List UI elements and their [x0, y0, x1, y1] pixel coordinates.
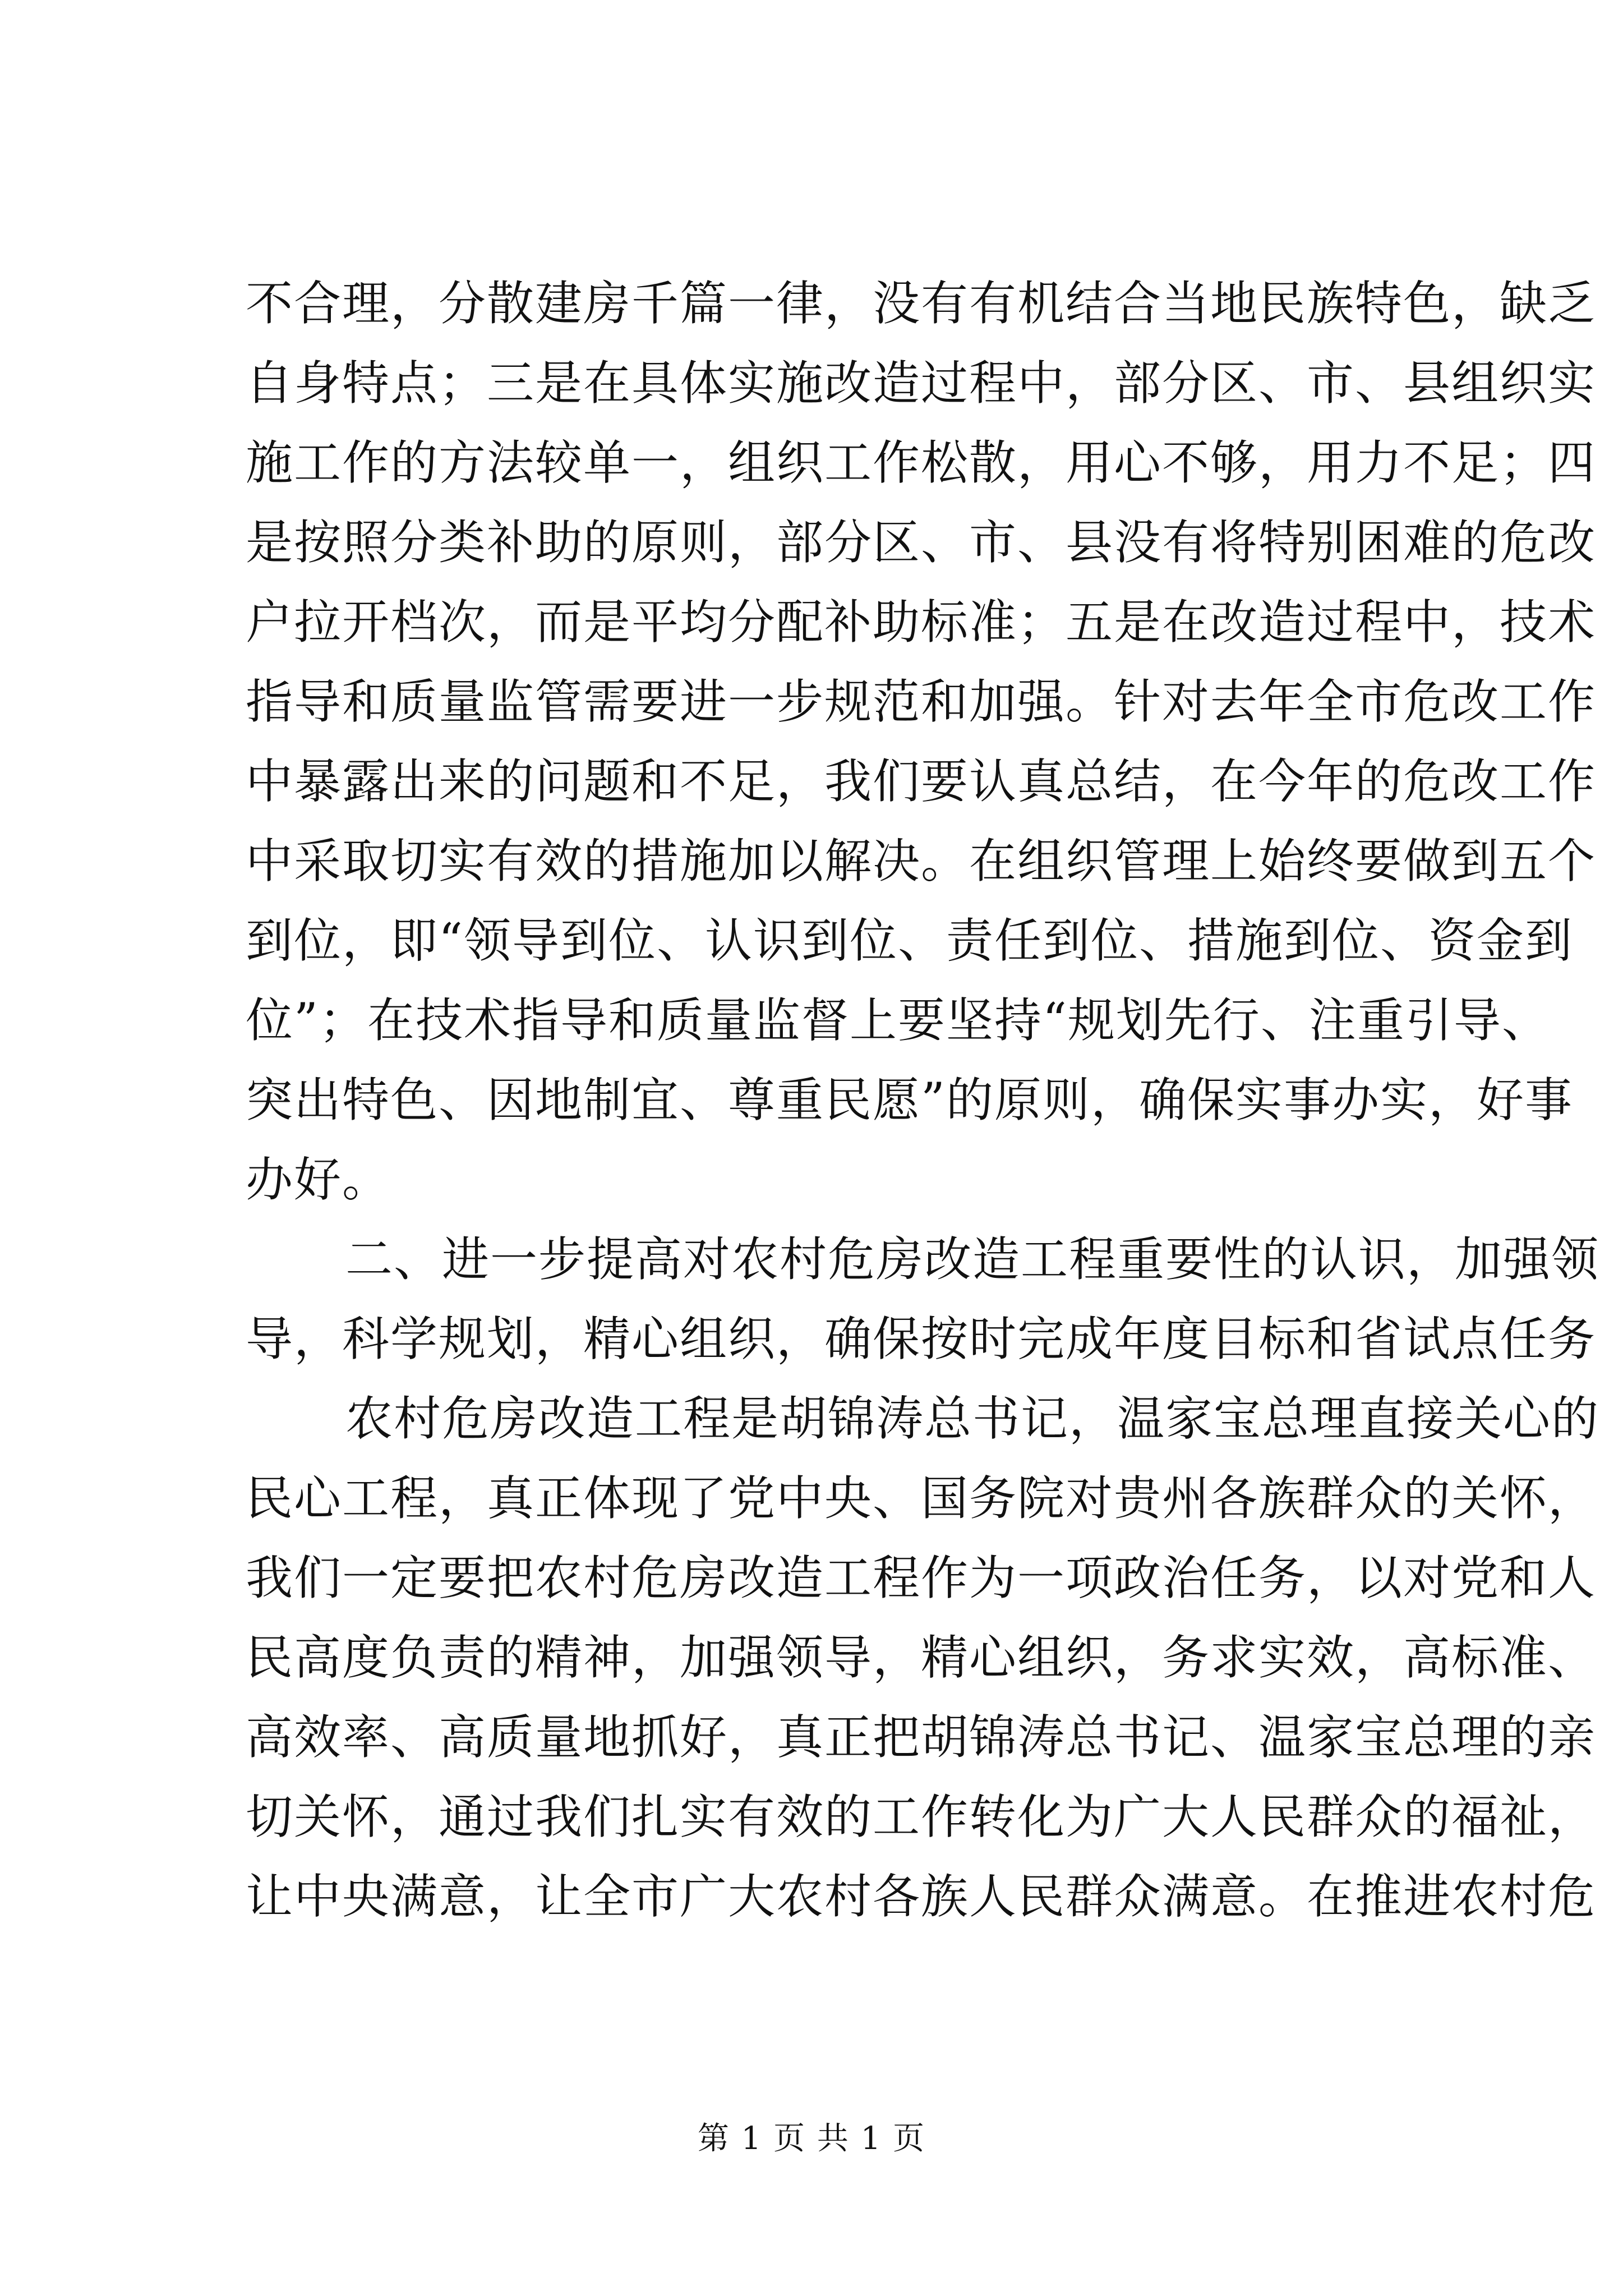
text-line: 自身特点；三是在具体实施改造过程中，部分区、市、县组织实	[246, 356, 1597, 411]
document-body	[246, 264, 1600, 1936]
page-number-footer: 第 1 页 共 1 页	[697, 2120, 926, 2157]
text-line: 位”；在技术指导和质量监督上要坚持“规划先行、注重引导、	[246, 993, 1550, 1048]
text-line: 导，科学规划，精心组织，确保按时完成年度目标和省试点任务	[246, 1312, 1597, 1366]
paragraph-3	[246, 1379, 1600, 1936]
text-line: 我们一定要把农村危房改造工程作为一项政治任务，以对党和人	[246, 1550, 1597, 1605]
text-line: 到位，即“领导到位、认识到位、责任到位、措施到位、资金到	[246, 913, 1573, 968]
text-line: 农村危房改造工程是胡锦涛总书记，温家宝总理直接关心的	[345, 1391, 1600, 1446]
text-line: 指导和质量监管需要进一步规范和加强。针对去年全市危改工作	[246, 674, 1597, 729]
text-line: 让中央满意，让全市广大农村各族人民群众满意。在推进农村危	[246, 1869, 1597, 1924]
text-line: 施工作的方法较单一，组织工作松散，用心不够，用力不足；四	[246, 435, 1597, 490]
text-line: 突出特色、因地制宜、尊重民愿”的原则，确保实事办实，好事	[246, 1073, 1573, 1128]
text-line: 民高度负责的精神，加强领导，精心组织，务求实效，高标准、	[246, 1630, 1597, 1685]
text-line: 不合理，分散建房千篇一律，没有有机结合当地民族特色，缺乏	[246, 276, 1597, 331]
text-line: 切关怀，通过我们扎实有效的工作转化为广大人民群众的福祉，	[246, 1789, 1597, 1844]
text-line: 中暴露出来的问题和不足，我们要认真总结，在今年的危改工作	[246, 754, 1597, 809]
text-line: 民心工程，真正体现了党中央、国务院对贵州各族群众的关怀，	[246, 1471, 1597, 1526]
text-line: 高效率、高质量地抓好，真正把胡锦涛总书记、温家宝总理的亲	[246, 1710, 1597, 1765]
text-line: 中采取切实有效的措施加以解决。在组织管理上始终要做到五个	[246, 834, 1597, 889]
text-line: 是按照分类补助的原则，部分区、市、县没有将特别困难的危改	[246, 515, 1597, 570]
text-line: 办好。	[246, 1152, 391, 1207]
paragraph-1	[246, 264, 1597, 1220]
text-line: 二、进一步提高对农村危房改造工程重要性的认识，加强领	[345, 1232, 1600, 1287]
paragraph-2-heading	[246, 1220, 1600, 1379]
text-line: 户拉开档次，而是平均分配补助标准；五是在改造过程中，技术	[246, 595, 1597, 650]
